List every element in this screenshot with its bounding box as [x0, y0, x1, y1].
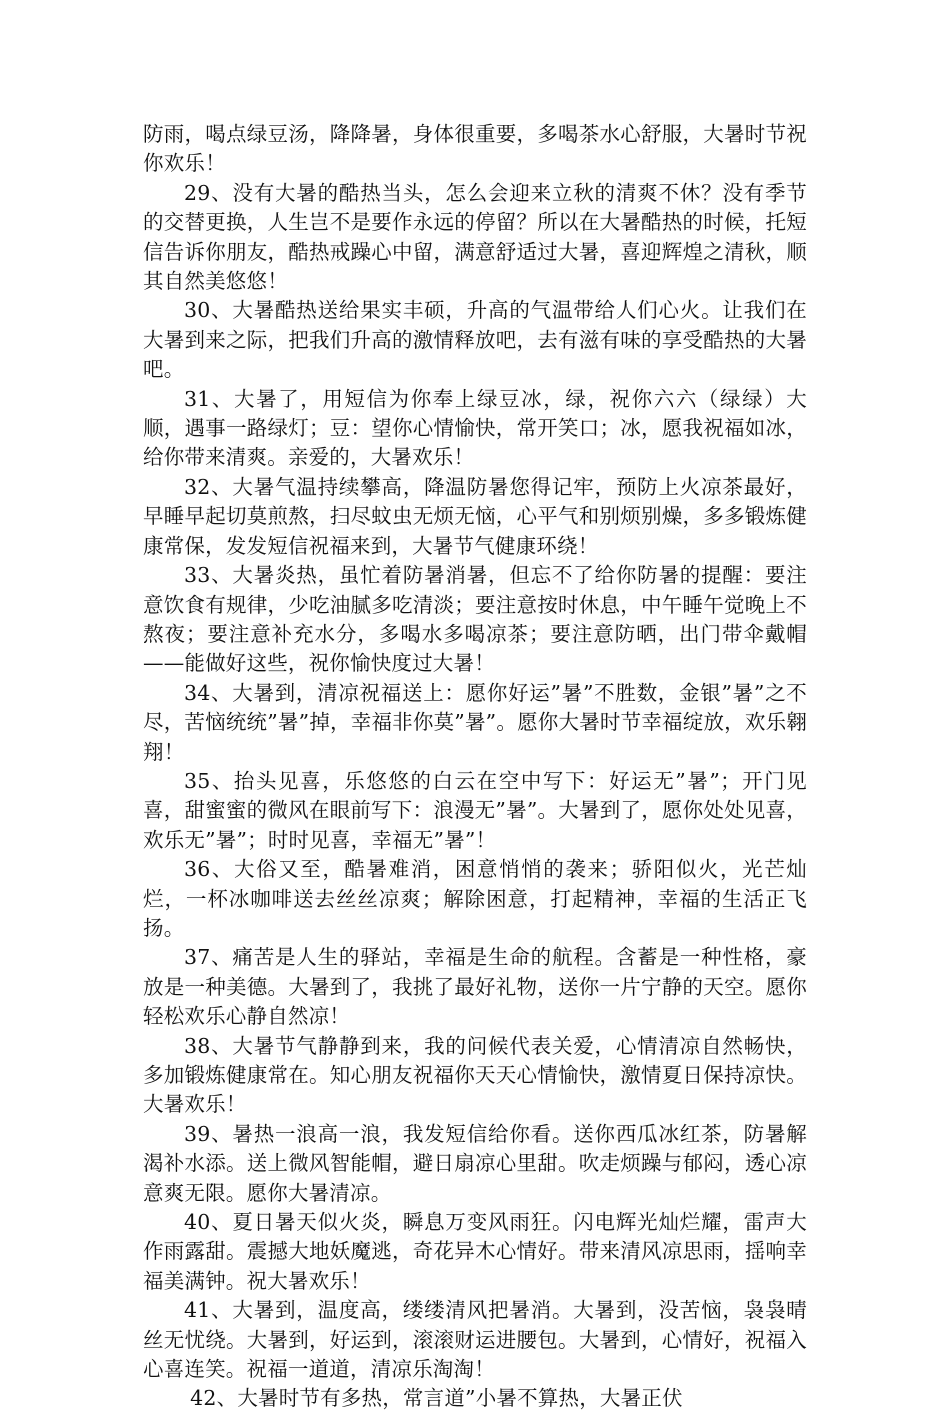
document-page — [143, 120, 807, 1414]
paragraph-33: 33、大暑炎热，虽忙着防暑消暑，但忘不了给你防暑的提醒：要注意饮食有规律，少吃油腻多吃清淡；要注意按时休息，中午睡午觉晚上不熬夜；要注意补充水分，多喝水多喝凉茶；要注意防晒，出门带伞戴帽——能做好这些，祝你愉快度过大暑！ — [143, 563, 807, 676]
paragraph-41: 41、大暑到，温度高，缕缕清风把暑消。大暑到，没苦恼，袅袅晴丝无忧绕。大暑到，好运到，滚滚财运进腰包。大暑到，心情好，祝福入心喜连笑。祝福一道道，清凉乐淘淘！ — [143, 1298, 807, 1382]
paragraph-29: 29、没有大暑的酷热当头，怎么会迎来立秋的清爽不休？没有季节的交替更换，人生岂不是要作永远的停留？所以在大暑酷热的时候，托短信告诉你朋友，酷热戒躁心中留，满意舒适过大暑，喜迎辉煌之清秋，顺其自然美悠悠！ — [143, 180, 807, 294]
paragraph-35: 35、抬头见喜，乐悠悠的白云在空中写下：好运无”暑”；开门见喜，甜蜜蜜的微风在眼前写下：浪漫无”暑”。大暑到了，愿你处处见喜，欢乐无”暑”；时时见喜，幸福无”暑”！ — [143, 768, 807, 852]
paragraph-42: 42、大暑时节有多热，常言道”小暑不算热，大暑正伏 — [190, 1386, 683, 1411]
paragraph-39: 39、暑热一浪高一浪，我发短信给你看。送你西瓜冰红茶，防暑解渴补水添。送上微风智能帽，避日扇凉心里甜。吹走烦躁与郁闷，透心凉意爽无限。愿你大暑清凉。 — [143, 1121, 807, 1205]
paragraph-30: 30、大暑酷热送给果实丰硕，升高的气温带给人们心火。让我们在大暑到来之际，把我们升高的激情释放吧，去有滋有味的享受酷热的大暑吧。 — [143, 298, 807, 382]
paragraph-32: 32、大暑气温持续攀高，降温防暑您得记牢，预防上火凉茶最好，早睡早起切莫煎熬，扫尽蚊虫无烦无恼，心平气和别烦别燥，多多锻炼健康常保，发发短信祝福来到，大暑节气健康环绕！ — [143, 474, 807, 558]
paragraph-34: 34、大暑到，清凉祝福送上：愿你好运”暑”不胜数，金银”暑”之不尽，苦恼统统”暑”掉，幸福非你莫”暑”。愿你大暑时节幸福绽放，欢乐翱翔！ — [143, 680, 807, 764]
paragraph-40: 40、夏日暑天似火炎，瞬息万变风雨狂。闪电辉光灿烂耀，雷声大作雨露甜。震撼大地妖魔逃，奇花异木心情好。带来清风凉思雨，揺响幸福美满钟。祝大暑欢乐！ — [143, 1210, 807, 1293]
paragraph-38: 38、大暑节气静静到来，我的问候代表关爱，心情清凉自然畅快，多加锻炼健康常在。知心朋友祝福你天天心情愉快，激情夏日保持凉快。大暑欢乐！ — [143, 1033, 807, 1117]
paragraph-37: 37、痛苦是人生的驿站，幸福是生命的航程。含蓄是一种性格，豪放是一种美德。大暑到了，我挑了最好礼物，送你一片宁静的天空。愿你轻松欢乐心静自然凉！ — [143, 945, 807, 1029]
paragraph-intro-continued: 防雨，喝点绿豆汤，降降暑，身体很重要，多喝茶水心舒服，大暑时节祝你欢乐！ — [143, 122, 807, 176]
paragraph-31: 31、大暑了，用短信为你奉上绿豆冰，绿，祝你六六（绿绿）大顺，遇事一路绿灯；豆：望你心情愉快，常开笑口；冰，愿我祝福如冰，给你带来清爽。亲爱的，大暑欢乐！ — [143, 386, 807, 470]
paragraph-36: 36、大俗又至，酷暑难消，困意悄悄的袭来；骄阳似火，光芒灿烂，一杯冰咖啡送去丝丝凉爽；解除困意，打起精神，幸福的生活正飞扬。 — [143, 857, 807, 940]
